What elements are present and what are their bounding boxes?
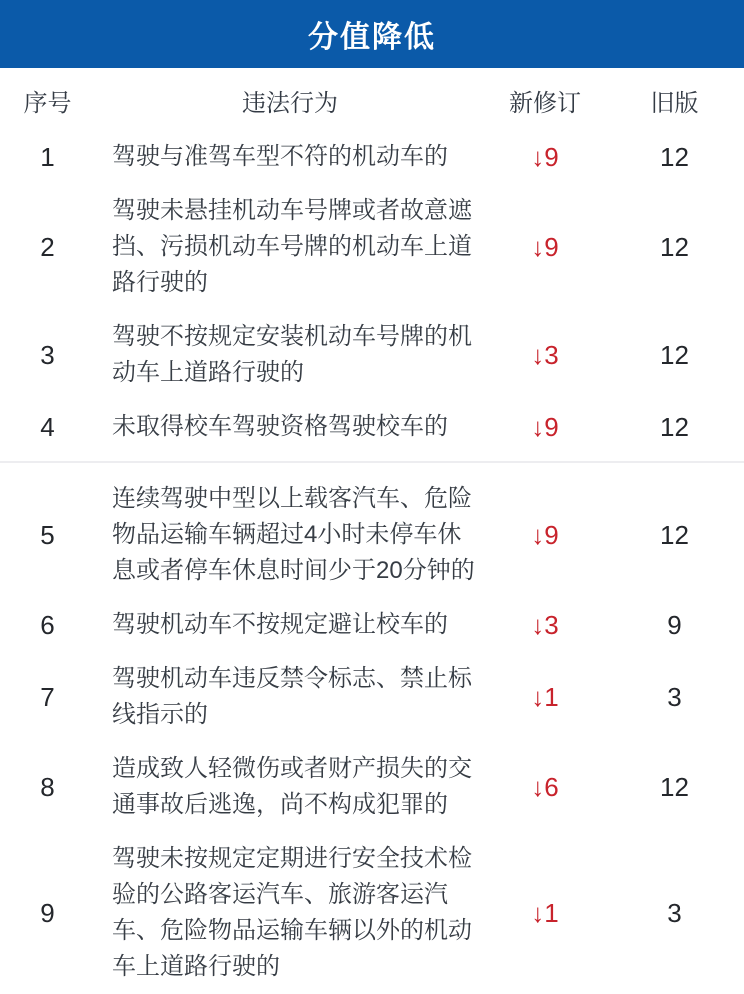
table-header-row (0, 68, 744, 130)
row-index: 7 (40, 681, 55, 712)
section-divider (0, 461, 744, 463)
row-index: 1 (40, 141, 55, 172)
violation-text: 驾驶未悬挂机动车号牌或者故意遮挡、污损机动车号牌的机动车上道路行驶的 (112, 197, 472, 296)
table-row (0, 472, 744, 598)
row-index: 3 (40, 339, 55, 370)
new-points-value: ↓9 (531, 411, 559, 442)
row-index: 9 (40, 897, 55, 928)
column-header-old: 旧版 (650, 90, 699, 117)
old-points-value: 12 (660, 339, 689, 370)
table-row (0, 598, 744, 652)
row-index: 2 (40, 231, 55, 262)
new-points-value: ↓1 (531, 681, 559, 712)
table-row (0, 184, 744, 310)
column-header-new: 新修订 (509, 90, 581, 117)
table-row (0, 832, 744, 994)
violation-text: 驾驶与准驾车型不符的机动车的 (112, 143, 448, 170)
old-points-value: 12 (660, 771, 689, 802)
table-row (0, 742, 744, 832)
old-points-value: 9 (667, 609, 682, 640)
new-points-value: ↓9 (531, 141, 559, 172)
violation-text: 驾驶机动车违反禁令标志、禁止标线指示的 (112, 665, 472, 728)
row-index: 6 (40, 609, 55, 640)
violation-text: 驾驶未按规定定期进行安全技术检验的公路客运汽车、旅游客运汽车、危险物品运输车辆以外的机动车上道路行驶的 (112, 845, 472, 980)
old-points-value: 3 (667, 897, 682, 928)
old-points-value: 12 (660, 519, 689, 550)
violation-text: 连续驾驶中型以上载客汽车、危险物品运输车辆超过4小时未停车休息或者停车休息时间少于20分钟的 (112, 485, 475, 584)
title-bar (0, 0, 744, 68)
row-index: 8 (40, 771, 55, 802)
violation-text: 造成致人轻微伤或者财产损失的交通事故后逃逸，尚不构成犯罪的 (112, 755, 472, 818)
page-title: 分值降低 (308, 21, 436, 54)
column-header-index: 序号 (23, 90, 72, 117)
new-points-value: ↓9 (531, 231, 559, 262)
column-header-behavior: 违法行为 (242, 90, 338, 117)
table-row (0, 400, 744, 454)
row-index: 5 (40, 519, 55, 550)
new-points-value: ↓9 (531, 519, 559, 550)
old-points-value: 12 (660, 141, 689, 172)
old-points-value: 12 (660, 231, 689, 262)
row-index: 4 (40, 411, 55, 442)
new-points-value: ↓1 (531, 897, 559, 928)
old-points-value: 3 (667, 681, 682, 712)
table-row (0, 652, 744, 742)
violation-text: 驾驶机动车不按规定避让校车的 (112, 611, 448, 638)
violation-text: 未取得校车驾驶资格驾驶校车的 (112, 413, 448, 440)
new-points-value: ↓3 (531, 609, 559, 640)
table-row (0, 310, 744, 400)
old-points-value: 12 (660, 411, 689, 442)
new-points-value: ↓3 (531, 339, 559, 370)
violation-text: 驾驶不按规定安装机动车号牌的机动车上道路行驶的 (112, 323, 472, 386)
new-points-value: ↓6 (531, 771, 559, 802)
table-row (0, 130, 744, 184)
